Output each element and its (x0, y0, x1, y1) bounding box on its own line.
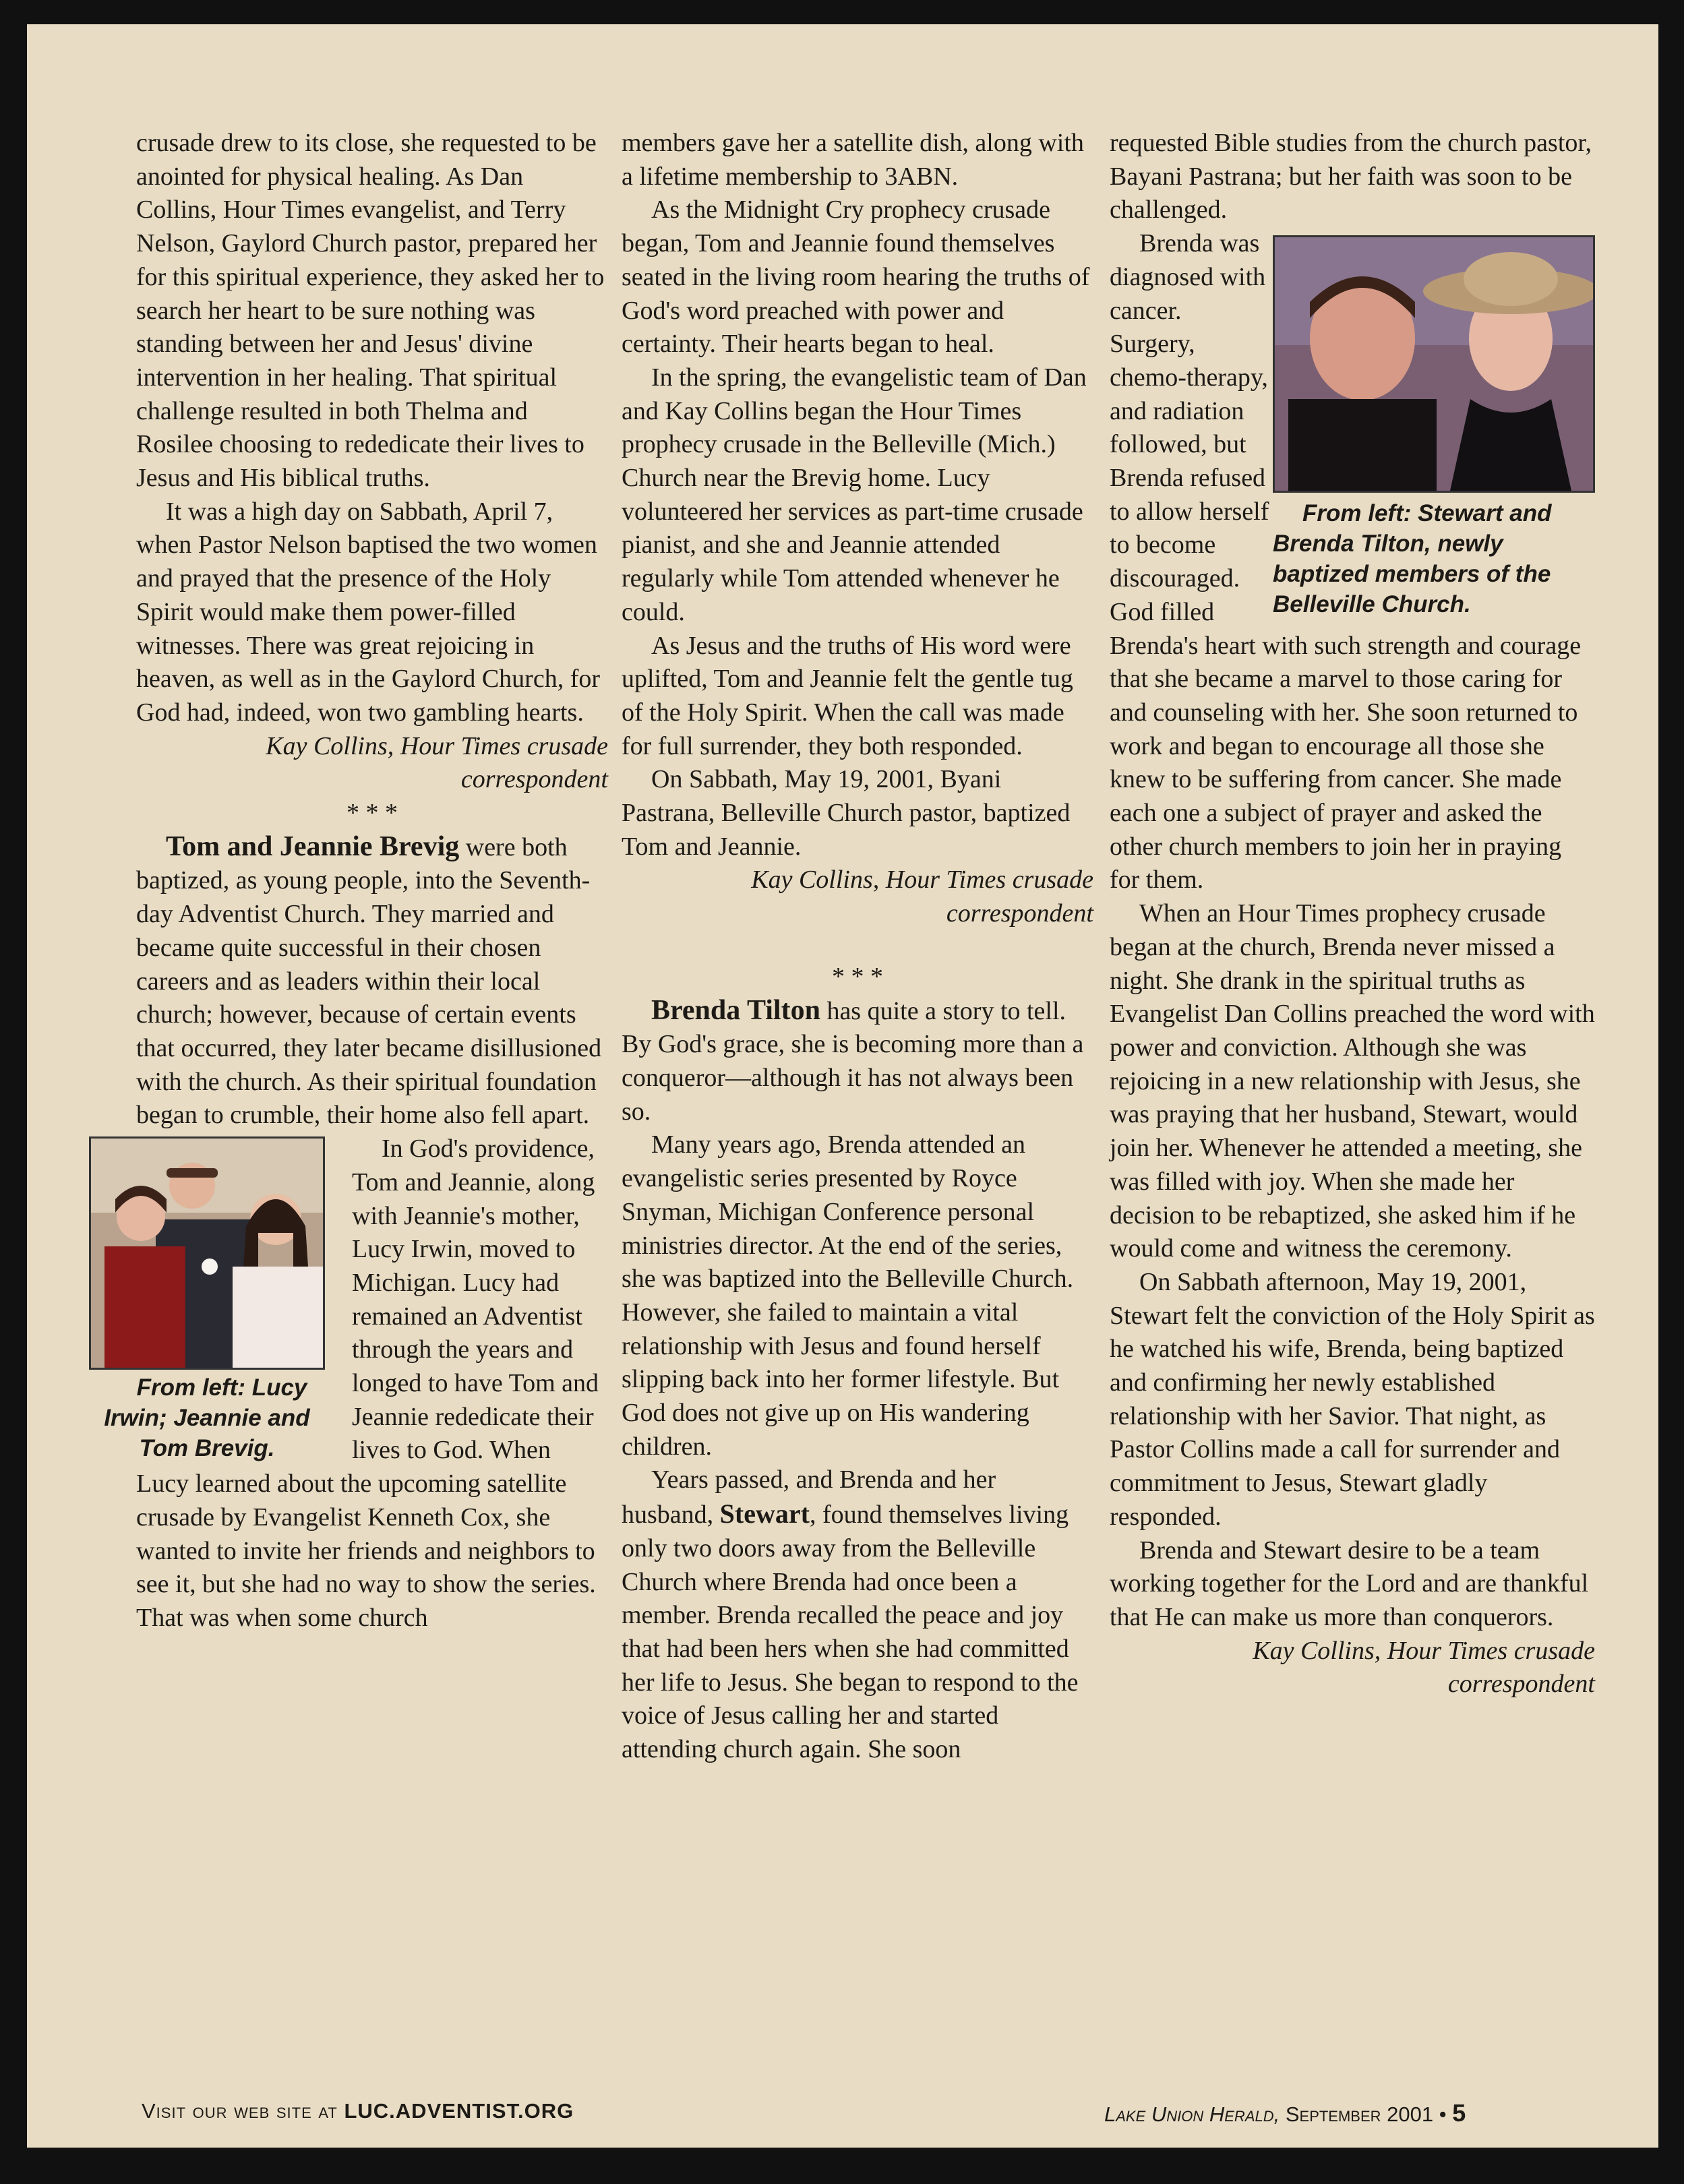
couple-photo-image (1275, 237, 1593, 491)
paragraph-text: Years passed, and Brenda and her husband, (622, 1465, 996, 1529)
spacer (622, 931, 1093, 961)
paragraph: As Jesus and the truths of His word were uplifted, Tom and Jeannie felt the gentle tug of the Holy Spirit. When the call was made for full surrender, they both responded. (622, 631, 1073, 760)
byline: Kay Collins, Hour Times crusade correspondent (1253, 1636, 1595, 1699)
paragraph (1110, 227, 1595, 897)
photo-frame (89, 1136, 325, 1370)
paragraph-text: were both baptized, as young people, into the Seventh-day Adventist Church. They married and became quite successful in their chosen careers and as leaders within their local church; however, because of certain events that occurred, they later became disillusioned with the church. As their spiritual foundation began to crumble, their home also fell apart. (136, 832, 602, 1130)
magazine-title: Lake Union Herald, (1104, 2102, 1280, 2126)
paragraph (622, 1463, 1093, 1766)
paragraph: Many years ago, Brenda attended an evangelistic series presented by Royce Snyman, Michigan Conference personal ministries director. At the end of the series, she was baptized into the Belleville Church. However, she failed to maintain a vital relationship with Jesus and found herself slipping back into her former lifestyle. But God does not give up on His wandering children. (622, 1130, 1074, 1461)
story-lead-name: Tom and Jeannie Brevig (166, 830, 460, 862)
website-link[interactable]: LUC.ADVENTIST.ORG (344, 2099, 574, 2123)
footer-issue (1104, 2099, 1466, 2127)
column-2 (622, 127, 1093, 1767)
photo-frame (1273, 235, 1595, 493)
story-lead-name: Brenda Tilton (651, 994, 820, 1026)
magazine-page (27, 24, 1658, 2148)
family-photo-image (91, 1139, 323, 1368)
footer-separator: • (1433, 2102, 1453, 2126)
paragraph: It was a high day on Sabbath, April 7, when Pastor Nelson baptised the two women and prayed that the presence of the Holy Spirit would make them power-filled witnesses. There was great rejoicing in heaven, as well as in the Gaylord Church, for God had, indeed, won two gambling hearts. (136, 497, 601, 727)
paragraph (622, 994, 1093, 1129)
photo-caption: From left: Stewart and Brenda Tilton, newly baptized members of the Belleville Church. (1273, 500, 1552, 618)
paragraph (136, 830, 608, 1132)
paragraph-text: has quite a story to tell. By God's grace, she is becoming more than a conqueror—although it has not always been so. (622, 996, 1084, 1126)
section-divider: * * * (347, 799, 398, 828)
paragraph-text: In God's providence, Tom and Jeannie, along with Jeannie's mother, Lucy Irwin, moved to Michigan. Lucy had remained an Adventist through the years and longed to have Tom and Jeannie rededicate their lives to God. When Lucy learned about the upcoming satellite crusade by Evangelist Kenneth Cox, she wanted to invite her friends and neighbors to see it, but she had no way to show the series. That was when some church (136, 1134, 599, 1632)
photo-brevig-family (89, 1136, 325, 1463)
paragraph: As the Midnight Cry prophecy crusade began, Tom and Jeannie found themselves seated in the living room hearing the truths of God's word preached with power and certainty. Their hearts began to heal. (622, 195, 1090, 359)
paragraph: Brenda and Stewart desire to be a team working together for the Lord and are thankful that He can make us more than conquerors. (1110, 1536, 1589, 1631)
photo-tilton-couple (1273, 235, 1595, 619)
paragraph: requested Bible studies from the church pastor, Bayani Pastrana; but her faith was soon to be challenged. (1110, 129, 1592, 224)
paragraph-text: , found themselves living only two doors away from the Belleville Church where Brenda had once been a member. Brenda recalled the peace and joy that had been hers when she had committed her life to Jesus. She began to respond to the voice of Jesus calling her and started attending church again. She soon (622, 1500, 1079, 1764)
issue-date: September 2001 (1280, 2102, 1434, 2126)
paragraph: On Sabbath, May 19, 2001, Byani Pastrana, Belleville Church pastor, baptized Tom and Jeannie. (622, 765, 1071, 861)
paragraph (104, 1132, 608, 1635)
footer-text: Visit our web site at (142, 2099, 344, 2123)
paragraph: crusade drew to its close, she requested to be anointed for physical healing. As Dan Collins, Hour Times evangelist, and Terry Nelson, Gaylord Church pastor, prepared her for this spiritual experience, they asked her to search her heart to be sure nothing was standing between her and Jesus' divine intervention in her healing. That spiritual challenge resulted in both Thelma and Rosilee choosing to rededicate their lives to Jesus and His biblical truths. (136, 129, 605, 493)
byline: Kay Collins, Hour Times crusade correspondent (266, 731, 608, 794)
column-1 (104, 127, 608, 1635)
photo-caption: From left: Lucy Irwin; Jeannie and Tom Brevig. (104, 1374, 310, 1462)
emphasized-name: Stewart (719, 1498, 810, 1529)
paragraph-text: Brenda was diagnosed with cancer. Surgery, chemo-therapy, and radiation followed, but Brenda refused to allow herself to become discouraged. God filled Brenda's heart with such strength and courage that she became a marvel to those caring for and counseling with her. She soon returned to work and began to encourage all those she knew to be suffering from cancer. She made each one a subject of prayer and asked the other church members to join her in praying for them. (1110, 229, 1582, 894)
paragraph: In the spring, the evangelistic team of Dan and Kay Collins began the Hour Times prophecy crusade in the Belleville (Mich.) Church near the Brevig home. Lucy volunteered her services as part-time crusade pianist, and she and Jeannie attended regularly while Tom attended whenever he could. (622, 363, 1087, 626)
paragraph: members gave her a satellite dish, along with a lifetime membership to 3ABN. (622, 129, 1084, 191)
column-3 (1110, 127, 1595, 1701)
footer-website (142, 2099, 574, 2123)
page-number: 5 (1452, 2099, 1466, 2127)
paragraph: When an Hour Times prophecy crusade began at the church, Brenda never missed a night. She drank in the spiritual truths as Evangelist Dan Collins preached the word with power and conviction. Although she was rejoicing in a new relationship with Jesus, she was praying that her husband, Stewart, would join her. Whenever he attended a meeting, she was filled with joy. When she made her decision to be rebaptized, she asked him if he would come and witness the ceremony. (1110, 899, 1595, 1263)
paragraph: On Sabbath afternoon, May 19, 2001, Stewart felt the conviction of the Holy Spirit as he watched his wife, Brenda, being baptized and confirming her newly established relationship with her Savior. That night, as Pastor Collins made a call for surrender and commitment to Jesus, Stewart gladly responded. (1110, 1267, 1595, 1531)
byline: Kay Collins, Hour Times crusade correspondent (751, 866, 1093, 928)
section-divider: * * * (832, 962, 883, 991)
